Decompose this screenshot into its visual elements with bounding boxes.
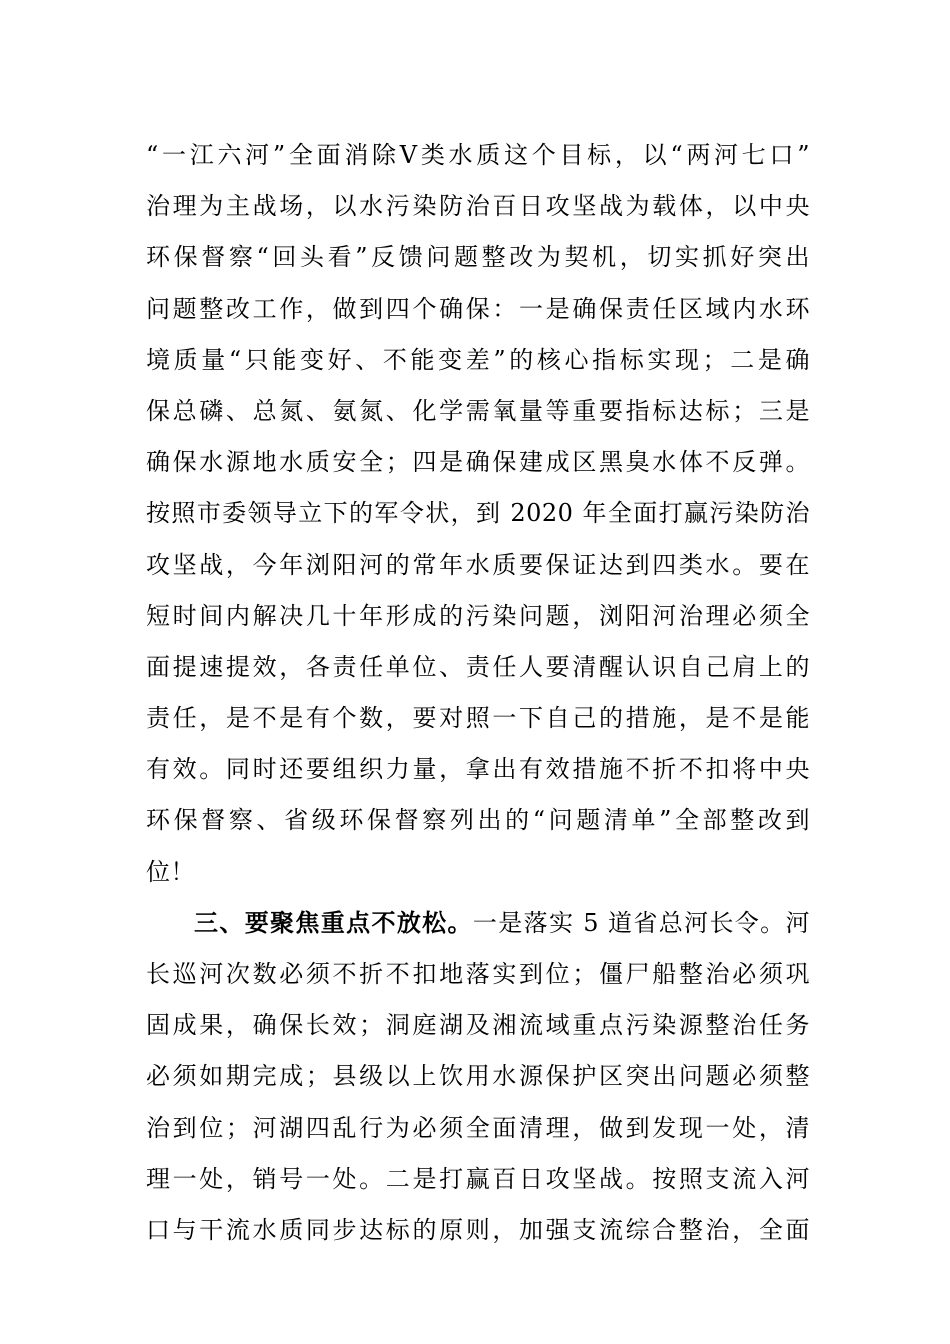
- text-line: 攻坚战，今年浏阳河的常年水质要保证达到四类水。要在: [146, 550, 810, 579]
- text-line: 按照市委领导立下的军令状，到 2020 年全面打赢污染防治: [146, 499, 810, 528]
- text-line: 保总磷、总氮、氨氮、化学需氧量等重要指标达标；三是: [146, 396, 810, 425]
- text-line: 理一处，销号一处。二是打赢百日攻坚战。按照支流入河: [146, 1164, 810, 1193]
- text-line: 短时间内解决几十年形成的污染问题，浏阳河治理必须全: [146, 601, 810, 630]
- text-line: 责任，是不是有个数，要对照一下自己的措施，是不是能: [146, 704, 810, 733]
- section-heading: 三、要聚焦重点不放松。: [194, 908, 473, 937]
- paragraph-water-quality-goals: [146, 130, 810, 898]
- text-line: “一江六河”全面消除Ⅴ类水质这个目标，以“两河七口”: [146, 141, 810, 169]
- section-first-line-text: 一是落实 5 道省总河长令。河: [472, 908, 811, 937]
- text-line: 固成果，确保长效；洞庭湖及湘流域重点污染源整治任务: [146, 1011, 810, 1040]
- text-line: 环保督察、省级环保督察列出的“问题清单”全部整改到: [146, 806, 810, 835]
- paragraph-section-three: [146, 898, 810, 1256]
- text-line: 必须如期完成；县级以上饮用水源保护区突出问题必须整: [146, 1062, 810, 1091]
- text-line: 口与干流水质同步达标的原则，加强支流综合整治，全面: [146, 1215, 810, 1244]
- text-line: 境质量“只能变好、不能变差”的核心指标实现；二是确: [146, 345, 810, 374]
- text-line: 治理为主战场，以水污染防治百日攻坚战为载体，以中央: [146, 192, 810, 221]
- text-line: 治到位；河湖四乱行为必须全面清理，做到发现一处，清: [146, 1113, 810, 1142]
- section-first-line: [146, 898, 810, 949]
- text-line: 长巡河次数必须不折不扣地落实到位；僵尸船整治必须巩: [146, 960, 810, 988]
- text-line: 环保督察“回头看”反馈问题整改为契机，切实抓好突出: [146, 243, 810, 272]
- document-body: [146, 130, 810, 1256]
- text-line: 有效。同时还要组织力量，拿出有效措施不折不扣将中央: [146, 755, 810, 784]
- text-line: 问题整改工作，做到四个确保：一是确保责任区域内水环: [146, 294, 810, 323]
- text-line: 确保水源地水质安全；四是确保建成区黑臭水体不反弹。: [146, 448, 810, 477]
- text-line: 位！: [146, 857, 195, 886]
- text-line: 面提速提效，各责任单位、责任人要清醒认识自己肩上的: [146, 652, 810, 681]
